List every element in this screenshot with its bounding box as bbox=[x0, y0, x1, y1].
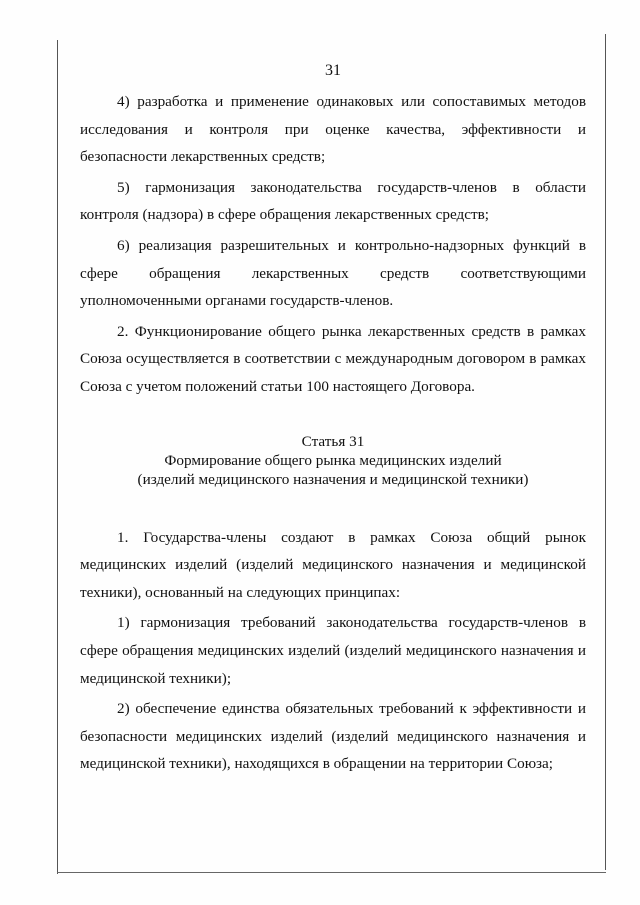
spacer bbox=[80, 489, 586, 524]
paragraph-clause-1: 1. Государства-члены создают в рамках Союза общий рынок медицинских изделий (изделий медицинского назначения и медицинской техники), основанный на следующих принципах: bbox=[80, 528, 586, 601]
article-heading bbox=[80, 432, 586, 489]
page-content bbox=[80, 58, 586, 778]
article-title-line-2: (изделий медицинского назначения и медицинской техники) bbox=[137, 470, 529, 488]
article-number: Статья 31 bbox=[301, 432, 365, 450]
page-border-right bbox=[605, 34, 606, 870]
paragraph-item-6: 6) реализация разрешительных и контрольно-надзорных функций в сфере обращения лекарственных средств соответствующими уполномоченными органами государств-членов. bbox=[80, 236, 586, 310]
page-number: 31 bbox=[325, 62, 341, 79]
paragraph-item-1: 1) гармонизация требований законодательства государств-членов в сфере обращения медицинских изделий (изделий медицинского назначения и медицинской техники); bbox=[80, 614, 586, 687]
page-border-bottom bbox=[57, 872, 606, 873]
paragraph-clause-2: 2. Функционирование общего рынка лекарственных средств в рамках Союза осуществляется в соответствии с международным договором в рамках Союза с учетом положений статьи 100 настоящего Договора. bbox=[80, 322, 586, 395]
paragraph-item-5: 5) гармонизация законодательства государств-членов в области контроля (надзора) в сфере обращения лекарственных средств; bbox=[80, 178, 586, 224]
article-title-line-1: Формирование общего рынка медицинских изделий bbox=[164, 451, 502, 469]
page-border-left bbox=[57, 40, 58, 874]
paragraph-item-2: 2) обеспечение единства обязательных требований к эффективности и безопасности медицинских изделий (изделий медицинского назначения и медицинской техники), находящихся в обращении на территории Союза; bbox=[80, 700, 586, 773]
paragraph-item-4: 4) разработка и применение одинаковых или сопоставимых методов исследования и контроля при оценке качества, эффективности и безопасности лекарственных средств; bbox=[80, 93, 586, 166]
